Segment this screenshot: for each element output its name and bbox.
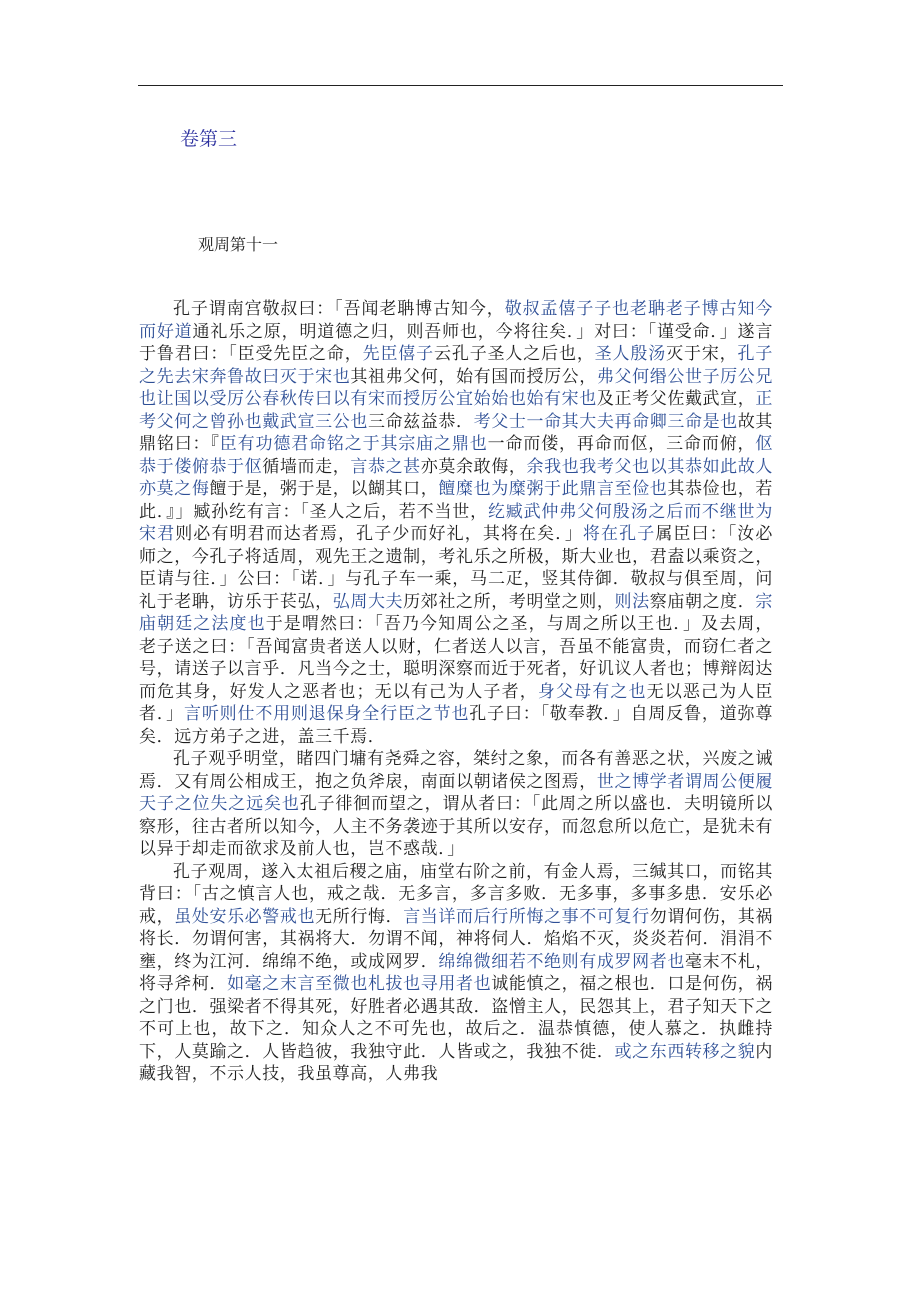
commentary-text: 将在孔子 [582, 524, 656, 544]
main-text: 其恭俭也，若此．』」臧孙纥有言：「圣人之后，若不当世， [139, 479, 773, 522]
commentary-text: 言当详而后行所悔之事不可复行 [403, 906, 650, 927]
main-text: 孔子徘徊而望之，谓从者曰：「此周之所以盛也．夫明镜所以察形，往古者所以知今，人主不务袭迹于其所以安存，而忽怠所以危亡，是犹未有以异于却走而欲求及前人也，岂不惑哉．」 [139, 794, 773, 859]
main-text: 属臣曰：「汝必师之，今孔子将适周，观先王之遗制，考礼乐之所极，斯大业也，君盍以乘资之，臣请与往．」公曰：「诺．」与孔子车一乘，马二疋，竖其侍御．敬叔与俱至周，问礼于老聃，访乐于苌弘， [139, 524, 773, 612]
main-text: 亦莫余敢侮， [420, 456, 527, 477]
chapter-title: 观周第十一 [198, 235, 279, 254]
paragraph [139, 748, 773, 861]
main-text: 诚能慎之，福之根也．口是何伤，祸之门也．强梁者不得其死，好胜者必遇其敌．盗憎主人，民怨其上，君子知天下之不可上也，故下之．知众人之不可先也，故后之．温恭慎德，使人慕之．执雌持下，人莫踰之．人皆趋彼，我独守此．人皆或之，我独不徙． [139, 974, 774, 1062]
main-text: 孔子曰：「敬奉教．」自周反鲁，道弥尊矣．远方弟子之进，盖三千焉． [139, 704, 773, 747]
main-text: 历郊社之所，考明堂之则， [403, 591, 615, 612]
commentary-text: 余我也我考父也以其恭如此故人亦莫之侮 [139, 456, 774, 499]
main-text: 一命而偻，再命而伛，三命而俯， [487, 434, 756, 454]
commentary-text: 饘糜也为糜粥于此鼎言至俭也 [438, 479, 668, 499]
commentary-text: 先臣僖子 [362, 344, 435, 364]
main-text: 其祖弗父何，始有国而授厉公， [350, 366, 597, 387]
main-text: 毫末不札，将寻斧柯． [139, 951, 773, 994]
main-text: 故其鼎铭曰：『 [139, 411, 774, 454]
volume-title: 卷第三 [180, 128, 238, 150]
commentary-text: 世之博学者谓周公便履天子之位失之远矣也 [139, 771, 773, 814]
main-text: 孔子谓南宫敬叔曰：「吾闻老聃博古知今， [173, 299, 505, 319]
commentary-text: 言听则仕不用则退保身全行臣之节也 [184, 704, 470, 724]
commentary-text: 弗父何缗公世子厉公兄也让国以受厉公春秋传曰以有宋而授厉公宜始始也始有宋也 [139, 366, 774, 409]
main-text: 灭于宋， [666, 344, 738, 364]
commentary-text: 圣人殷汤 [594, 344, 667, 364]
main-text: 则必有明君而达者焉，孔子少而好礼，其将在矣．」 [175, 524, 583, 544]
commentary-text: 言恭之甚 [350, 456, 421, 477]
header-rule [138, 85, 783, 86]
main-text: 无所行悔． [315, 906, 404, 927]
commentary-text: 宗庙朝廷之法度也 [139, 591, 774, 634]
main-text: 及正考父佐戴武宣， [596, 389, 756, 409]
main-text: 饘于是，粥于是，以餬其口， [209, 479, 439, 499]
commentary-text: 虽处安乐必警戒也 [174, 906, 316, 927]
commentary-text: 正考父何之曾孙也戴武宣三公也 [139, 389, 773, 432]
commentary-text: 则法 [614, 591, 650, 612]
main-text: 于是喟然曰：「吾乃今知周公之圣，与周之所以王也．」及去周，老子送之曰：「吾闻富贵者送人以财，仁者送人以言，吾虽不能富贵，而窃仁者之号，请送子以言乎．凡当今之士，聪明深察而近于死者，好讥议人者也；博辩闳达而危其身，好发人之恶者也；无以有己为人子者， [139, 614, 773, 702]
paragraph [139, 298, 773, 748]
paragraph [139, 861, 773, 1086]
main-text: 孔子观乎明堂，睹四门墉有尧舜之容，桀纣之象，而各有善恶之状，兴废之诫焉．又有周公相成王，抱之负斧扆，南面以朝诸侯之图焉， [139, 749, 773, 792]
commentary-text: 如毫之末言至微也札拔也寻用者也 [227, 974, 492, 994]
commentary-text: 绵绵微细若不绝则有成罗网者也 [438, 951, 685, 972]
main-text: 循墙而走， [262, 456, 351, 477]
commentary-text: 伛恭于偻俯恭于伛 [139, 434, 774, 477]
body-text [139, 298, 773, 1086]
main-text: 云孔子圣人之后也， [434, 344, 595, 364]
main-text: 勿谓何伤，其祸将长．勿谓何害，其祸将大．勿谓不闻，神将伺人．焰焰不灭，炎炎若何．涓涓不壅，终为江河．绵绵不绝，或成网罗． [139, 906, 774, 972]
main-text: 孔子观周，遂入太祖后稷之庙，庙堂右阶之前，有金人焉，三缄其口，而铭其背曰：「古之慎言人也，戒之哉．无多言，多言多败．无多事，多事多患．安乐必戒， [139, 861, 773, 927]
main-text: 察庙朝之度． [649, 591, 756, 612]
main-text: 三命兹益恭． [367, 411, 474, 432]
commentary-text: 孔子之先去宋奔鲁故曰灭于宋也 [139, 344, 774, 387]
commentary-text: 身父母有之也 [537, 681, 647, 702]
commentary-text: 敬叔孟僖子子也老聃老子博古知今而好道 [139, 299, 774, 342]
commentary-text: 纥臧武仲弗父何殷汤之后而不继世为宋君 [139, 501, 773, 544]
commentary-text: 臣有功德君命铭之于其宗庙之鼎也 [219, 434, 488, 454]
commentary-text: 或之东西转移之貌 [614, 1041, 756, 1062]
commentary-text: 考父士一命其大夫再命卿三命是也 [473, 411, 738, 432]
main-text: 无以恶己为人臣者．」 [139, 681, 773, 724]
main-text: 通礼乐之原，明道德之归，则吾师也，今将往矣．」对曰：「谨受命．」遂言于鲁君曰：「臣受先臣之命， [139, 321, 773, 364]
commentary-text: 弘周大夫 [332, 591, 404, 612]
main-text: 内藏我智，不示人技，我虽尊高，人弗我 [139, 1041, 773, 1084]
